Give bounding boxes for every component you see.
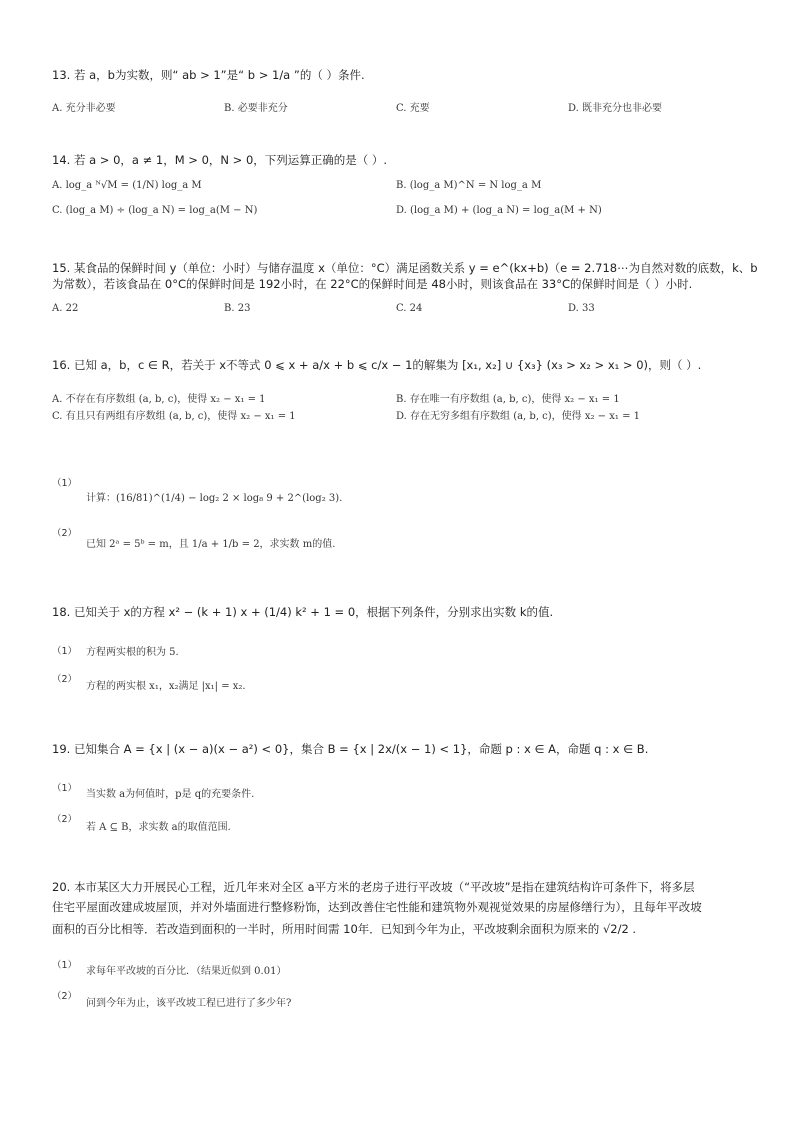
option-a: A. 22 [52, 303, 79, 314]
question-19 [52, 741, 752, 757]
subquestion-number: （1） [52, 783, 78, 794]
option-b: B. (log_a M)^N = N log_a M [396, 180, 542, 191]
subquestion-number: （1） [52, 646, 78, 657]
option-b: B. 存在唯一有序数组 (a, b, c)，使得 x₂ − x₁ = 1 [396, 394, 620, 405]
question-20-line-3: 面积的百分比相等．若改造到面积的一半时，所用时间需 10年．已知到今年为止，平改坡剩余面积为原来的 √2/2 . [52, 922, 637, 936]
question-number: 19. [52, 742, 71, 756]
question-number: 20. [52, 880, 71, 894]
subquestion-number: （1） [52, 960, 78, 971]
question-18 [52, 604, 752, 620]
question-number: 16. [52, 358, 71, 372]
option-a: A. 充分非必要 [52, 103, 116, 114]
question-text-line-1: 某食品的保鲜时间 y（单位：小时）与储存温度 x（单位：°C）满足函数关系 y = e^(kx+b)（e = 2.718⋯为自然对数的底数，k、b [73, 261, 758, 275]
question-number: 14. [52, 153, 71, 167]
question-text: 已知关于 x的方程 x² − (k + 1) x + (1/4) k² + 1 = 0，根据下列条件，分别求出实数 k的值. [73, 605, 554, 619]
subquestion-text: 求每年平改坡的百分比．（结果近似到 0.01） [86, 966, 287, 977]
question-text: 已知 a，b，c ∈ R，若关于 x不等式 0 ⩽ x + a/x + b ⩽ c/x − 1的解集为 [x₁, x₂] ∪ {x₃} (x₃ > x₂ > x₁ > 0)，则（ ）. [73, 358, 702, 372]
option-b: B. 23 [224, 303, 251, 314]
question-number: 18. [52, 605, 71, 619]
option-c: C. 有且只有两组有序数组 (a, b, c)，使得 x₂ − x₁ = 1 [52, 411, 296, 422]
subquestion-text: 方程的两实根 x₁，x₂满足 |x₁| = x₂. [86, 681, 246, 692]
subquestion-text: 当实数 a为何值时，p是 q的充要条件. [86, 789, 255, 800]
question-16 [52, 357, 752, 373]
question-number: 13. [52, 68, 71, 82]
option-c: C. 24 [396, 303, 423, 314]
subquestion-text: 若 A ⊆ B，求实数 a的取值范围. [86, 822, 231, 833]
subquestion-number: （2） [52, 991, 78, 1002]
subquestion-number: （2） [52, 814, 78, 825]
option-c: C. (log_a M) ÷ (log_a N) = log_a(M − N) [52, 205, 258, 216]
question-13 [52, 67, 752, 83]
option-c: C. 充要 [396, 103, 430, 114]
question-text: 若 a > 0，a ≠ 1，M > 0，N > 0，下列运算正确的是（ ）. [73, 153, 388, 167]
subquestion-number: （1） [52, 478, 78, 489]
question-15-line-2: 为常数），若该食品在 0°C的保鲜时间是 192小时，在 22°C的保鲜时间是 48小时，则该食品在 33°C的保鲜时间是（ ）小时. [52, 277, 693, 291]
subquestion-text: 计算：(16/81)^(1/4) − log₂ 2 × log₈ 9 + 2^(log₂ 3). [86, 493, 343, 504]
option-d: D. 存在无穷多组有序数组 (a, b, c)，使得 x₂ − x₁ = 1 [396, 411, 640, 422]
question-14 [52, 152, 752, 168]
question-text: 已知集合 A = {x | (x − a)(x − a²) < 0}，集合 B = {x | 2x/(x − 1) < 1}，命题 p : x ∈ A，命题 q : x ∈ B. [73, 742, 649, 756]
subquestion-text: 方程两实根的积为 5. [86, 647, 179, 658]
question-15 [52, 260, 758, 276]
question-text-line-1: 本市某区大力开展民心工程，近几年来对全区 a平方米的老房子进行平改坡（“平改坡”是指在建筑结构许可条件下，将多层 [73, 880, 695, 894]
subquestion-number: （2） [52, 674, 78, 685]
option-a: A. log_a ᴺ√M = (1/N) log_a M [52, 180, 202, 191]
subquestion-text: 已知 2ᵃ = 5ᵇ = m，且 1/a + 1/b = 2，求实数 m的值. [86, 539, 336, 550]
option-b: B. 必要非充分 [224, 103, 288, 114]
question-text: 若 a，b为实数，则“ ab > 1”是“ b > 1/a ”的（ ）条件. [73, 68, 365, 82]
option-a: A. 不存在有序数组 (a, b, c)，使得 x₂ − x₁ = 1 [52, 394, 266, 405]
question-number: 15. [52, 261, 71, 275]
question-20-line-2: 住宅平屋面改建成坡屋顶，并对外墙面进行整修粉饰，达到改善住宅性能和建筑物外观视觉效果的房屋修缮行为），且每年平改坡 [52, 900, 702, 914]
option-d: D. (log_a M) + (log_a N) = log_a(M + N) [396, 205, 602, 216]
subquestion-number: （2） [52, 528, 78, 539]
option-d: D. 既非充分也非必要 [568, 103, 663, 114]
option-d: D. 33 [568, 303, 595, 314]
question-20 [52, 879, 752, 895]
subquestion-text: 问到今年为止，该平改坡工程已进行了多少年? [86, 998, 292, 1009]
